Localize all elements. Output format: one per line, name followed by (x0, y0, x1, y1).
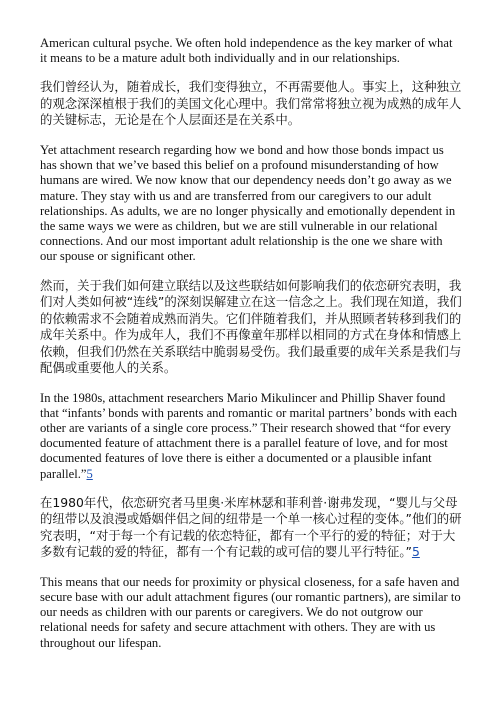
paragraph-en-4 (40, 575, 462, 651)
paragraph-en-2 (40, 143, 462, 265)
paragraph-zh-1 (40, 79, 462, 129)
paragraph-en-3 (40, 391, 462, 482)
document-page (40, 36, 462, 664)
paragraph-text: 我们曾经认为，随着成长，我们变得独立，不再需要他人。事实上，这种独立的观念深深植根于我们的美国文化心理中。我们常常将独立视为成熟的成年人的关键标志，无论是在个人层面还是在关系中。 (40, 79, 462, 128)
paragraph-text: Yet attachment research regarding how we bond and how those bonds impact us has shown that we’ve based this belief on a profound misunderstanding of how humans are wired. We now know that our dependency needs don’t go away as we mature. They stay with us and are transferred from our caregivers to our adult relationships. As adults, we are no longer physically and emotionally dependent in the same ways we were as children, but we are still vulnerable in our relational connections. And our most important adult relationship is the one we share with our spouse or significant other. (40, 142, 456, 264)
paragraph-text: 在1980年代，依恋研究者马里奥·米库林瑟和菲利普·谢弗发现，“婴儿与父母的纽带以及浪漫或婚姻伴侣之间的纽带是一个单一核心过程的变体。”他们的研究表明，“对于每一个有记载的依恋特征，都有一个平行的爱的特征；对于大多数有记载的爱的特征，都有一个有记载的或可信的婴儿平行特征。” (40, 494, 462, 560)
footnote-link[interactable]: 5 (86, 466, 93, 481)
paragraph-text: 然而，关于我们如何建立联结以及这些联结如何影响我们的依恋研究表明，我们对人类如何被“连线”的深刻误解建立在这一信念之上。我们现在知道，我们的依赖需求不会随着成熟而消失。它们伴随着我们，并从照顾者转移到我们的成年关系中。作为成年人，我们不再像童年那样以相同的方式在身体和情感上依赖，但我们仍然在关系联结中脆弱易受伤。我们最重要的成年关系是我们与配偶或重要他人的关系。 (40, 277, 462, 376)
paragraph-text: This means that our needs for proximity or physical closeness, for a safe haven and secure base with our adult attachment figures (our romantic partners), are similar to our needs as children with our parents or caregivers. We do not outgrow our relational needs for safety and secure attachment with others. They are with us throughout our lifespan. (40, 574, 461, 650)
paragraph-text: American cultural psyche. We often hold independence as the key marker of what it means to be a mature adult both individually and in our relationships. (40, 36, 453, 66)
paragraph-en-1 (40, 36, 462, 66)
paragraph-zh-3 (40, 495, 462, 561)
paragraph-zh-2 (40, 278, 462, 377)
footnote-link[interactable]: 5 (411, 544, 420, 560)
paragraph-text: In the 1980s, attachment researchers Mario Mikulincer and Phillip Shaver found that “infants’ bonds with parents and romantic or marital partners’ bonds with each other are variants of a single core process.” Their research showed that “for every documented feature of attachment there is a parallel feature of love, and for most documented features of love there is either a documented or a plausible infant parallel.” (40, 390, 458, 481)
